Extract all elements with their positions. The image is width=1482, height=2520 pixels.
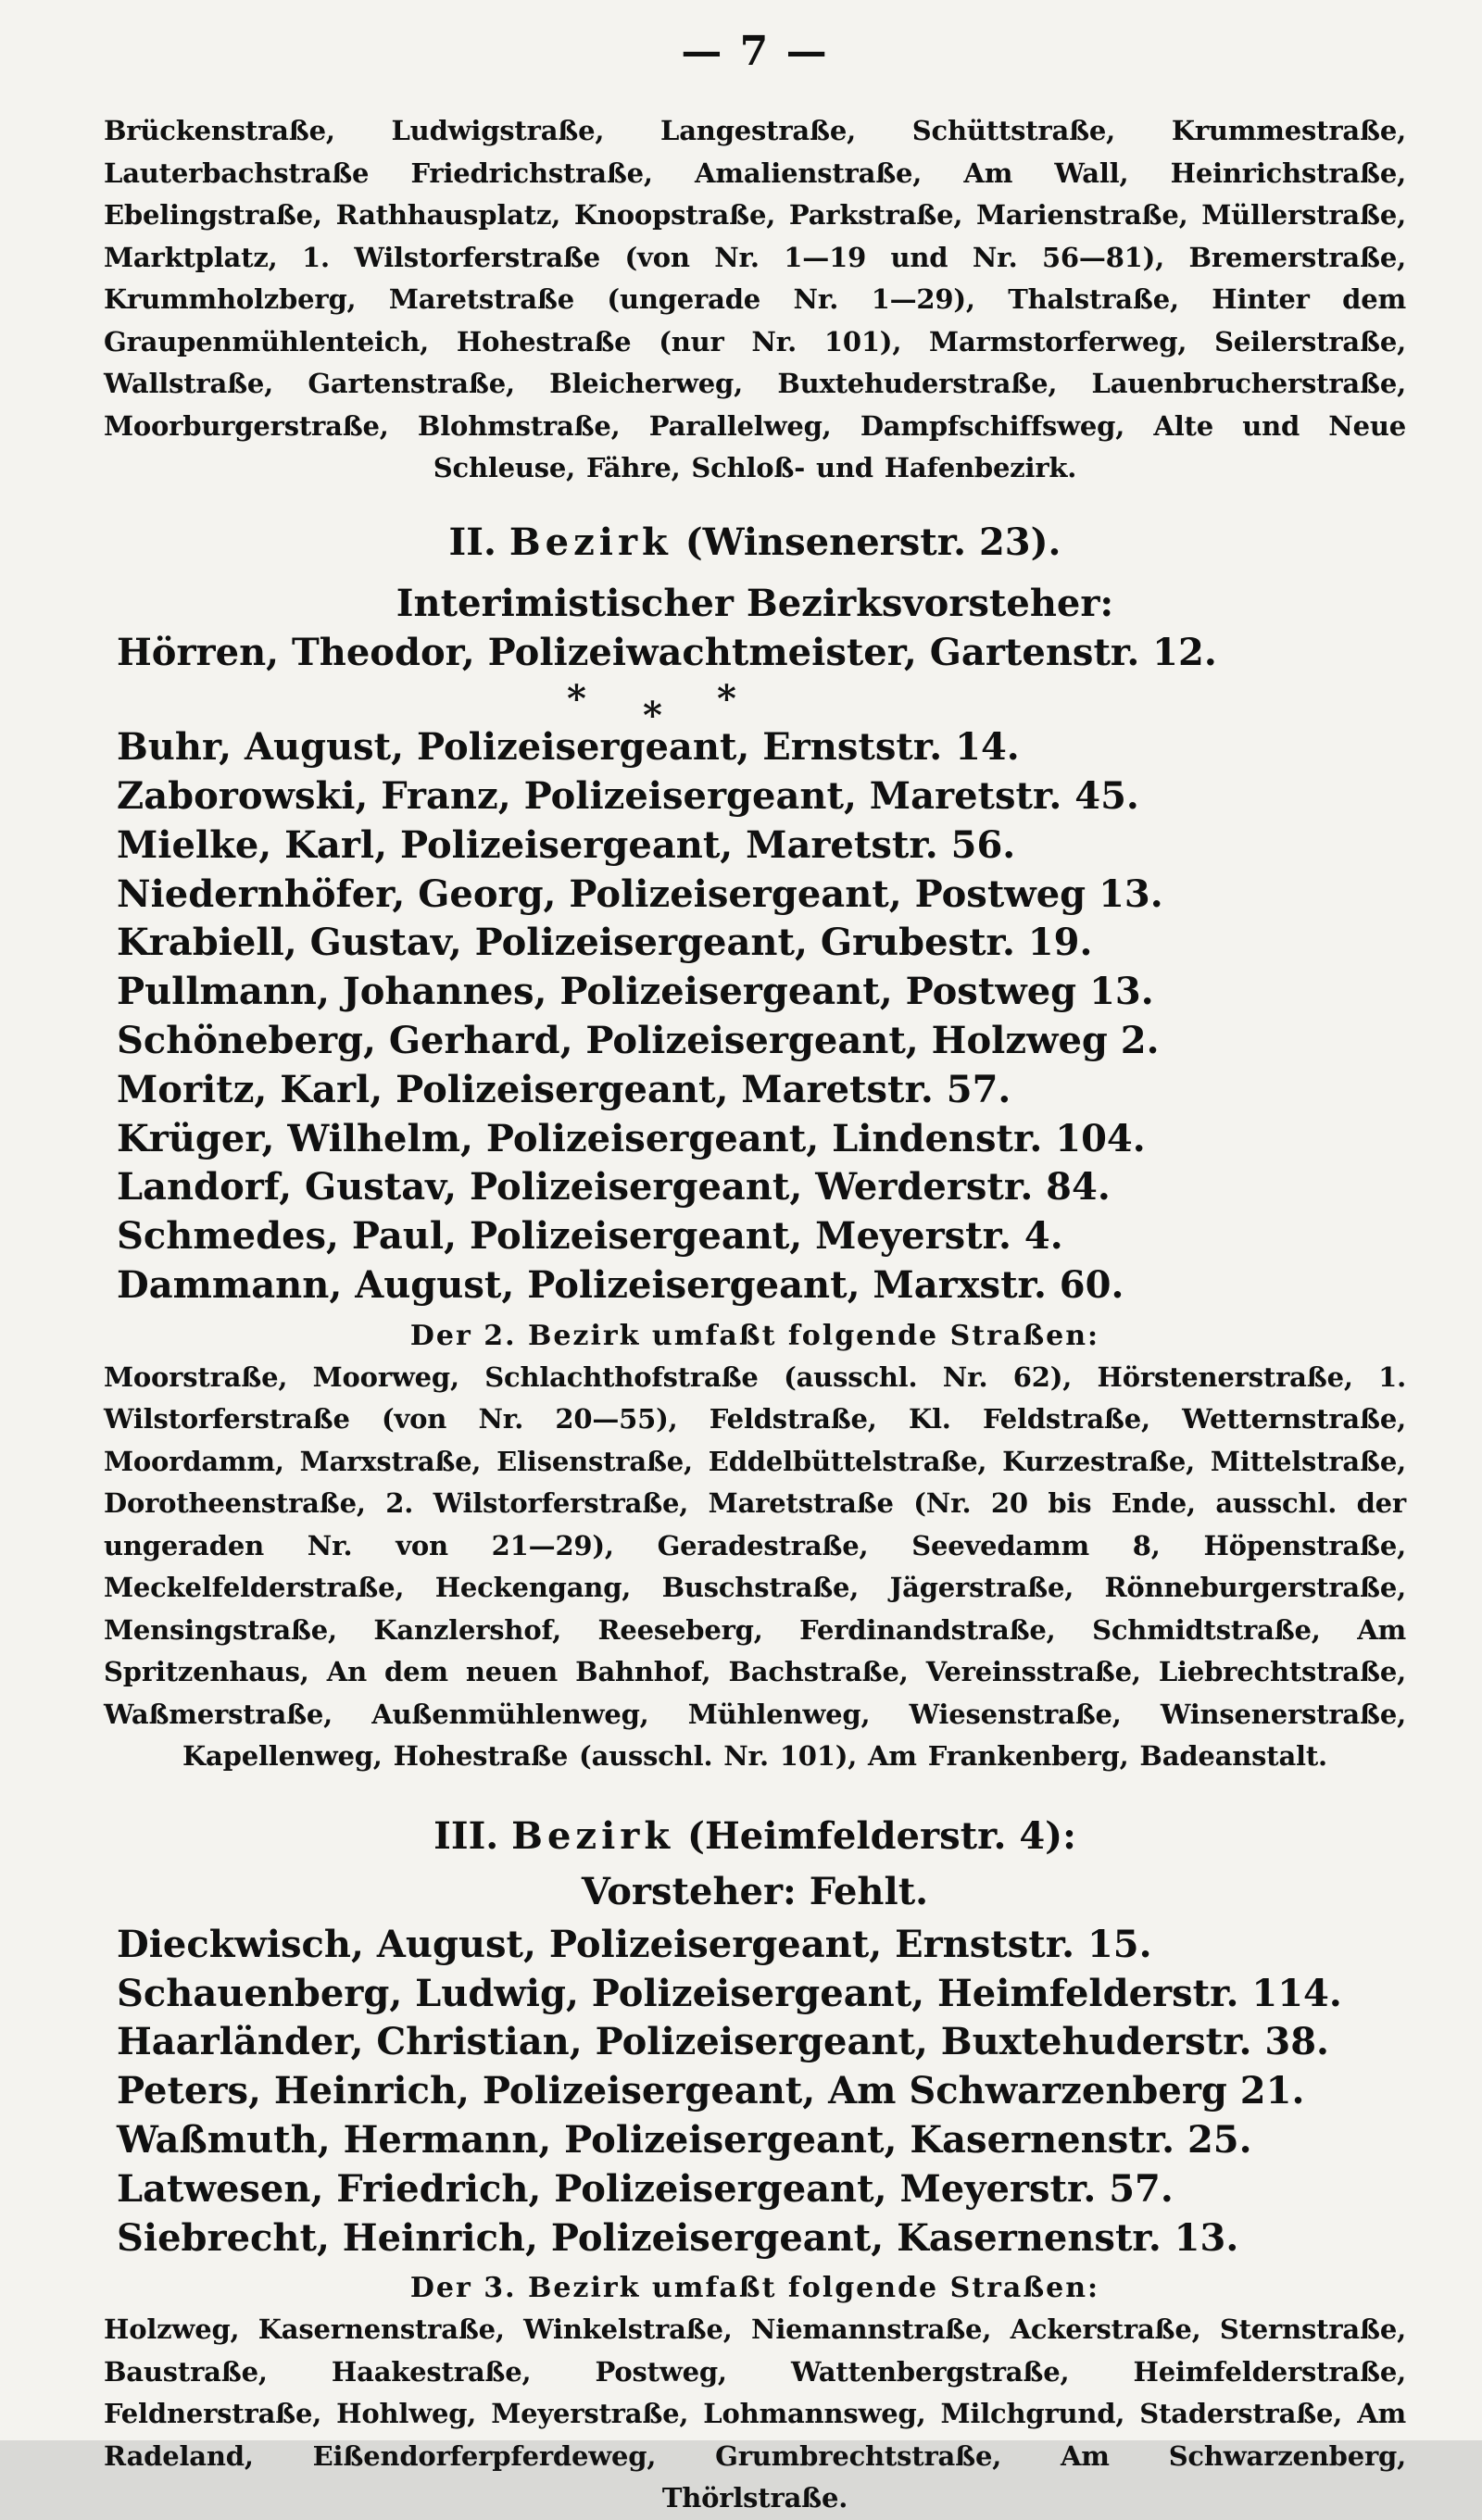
district2-word: Bezirk (509, 520, 672, 564)
district3-streets-intro: Der 3. Bezirk umfaßt folgende Straßen: (409, 2272, 1100, 2305)
star-middle: * (643, 694, 662, 738)
star-right: * (717, 677, 736, 721)
district2-heading (104, 518, 1406, 568)
district2-street-list: Moorstraße, Moorweg, Schlachthofstraße (ausschl. Nr. 62), Hörstenerstraße, 1. Wilstorferstraße (von Nr. 20—55), Feldstraße, Kl. Feldstraße, Wetternstraße, Moordamm, Marxstraße, Elisenstraße, Eddelbüttelstraße, Kurzestraße, Mittelstraße, Dorotheenstraße, 2. Wilstorferstraße, Maretstraße (Nr. 20 bis Ende, ausschl. der ungeraden Nr. von 21—29), Geradestraße, Seevedamm 8, Höpenstraße, Meckelfelderstraße, Heckengang, Buschstraße, Jägerstraße, Rönneburgerstraße, Mensingstraße, Kanzlershof, Reeseberg, Ferdinandstraße, Schmidtstraße, Am Spritzenhaus, An dem neuen Bahnhof, Bachstraße, Vereinsstraße, Liebrechtstraße, Waßmerstraße, Außenmühlenweg, Mühlenweg, Wiesenstraße, Winsenerstraße, Kapellenweg, Hohestraße (ausschl. Nr. 101), Am Frankenberg, Badeanstalt. (104, 1360, 1406, 1773)
district3-heading (104, 1812, 1406, 1862)
officer-entry: Waßmuth, Hermann, Polizeisergeant, Kasernenstr. 25. (117, 2118, 1252, 2163)
district3-street-list: Holzweg, Kasernenstraße, Winkelstraße, Niemannstraße, Ackerstraße, Sternstraße, Baustraße, Haakestraße, Postweg, Wattenbergstraße, Heimfelderstraße, Feldnerstraße, Hohlweg, Meyerstraße, Lohmannsweg, Milchgrund, Staderstraße, Am Radeland, Eißendorferpferdeweg, Grumbrechtstraße, Am Schwarzenberg, Thörlstraße. (104, 2313, 1406, 2514)
district2-head-title: Interimistischer Bezirksvorsteher: (396, 581, 1114, 625)
officer-entry: Dammann, August, Polizeisergeant, Marxstr. 60. (117, 1263, 1124, 1308)
district2-address: (Winsenerstr. 23). (684, 520, 1061, 564)
page-number: — 7 — (681, 28, 829, 75)
district3-officer-list (104, 1921, 1406, 2263)
district3-number: III. (433, 1813, 499, 1858)
district2-section (104, 518, 1406, 1778)
officer-entry: Latwesen, Friedrich, Polizeisergeant, Meyerstr. 57. (117, 2166, 1174, 2211)
star-left: * (567, 677, 586, 721)
officer-entry: Krüger, Wilhelm, Polizeisergeant, Lindenstr. 104. (117, 1116, 1146, 1160)
district3-word: Bezirk (511, 1813, 675, 1858)
officer-entry: Haarländer, Christian, Polizeisergeant, Buxtehuderstr. 38. (117, 2020, 1329, 2064)
officer-entry: Buhr, August, Polizeisergeant, Ernststr. 14. (117, 725, 1020, 770)
separator-stars (104, 677, 1406, 738)
officer-entry: Pullmann, Johannes, Polizeisergeant, Postweg 13. (117, 970, 1154, 1014)
officer-entry: Landorf, Gustav, Polizeisergeant, Werderstr. 84. (117, 1165, 1111, 1210)
officer-entry: Niedernhöfer, Georg, Polizeisergeant, Postweg 13. (117, 871, 1163, 916)
officer-entry: Dieckwisch, August, Polizeisergeant, Ernststr. 15. (117, 1922, 1152, 1966)
district2-streets-intro: Der 2. Bezirk umfaßt folgende Straßen: (409, 1319, 1100, 1352)
officer-entry: Moritz, Karl, Polizeisergeant, Maretstr. 57. (117, 1067, 1011, 1111)
officer-entry: Schöneberg, Gerhard, Polizeisergeant, Holzweg 2. (117, 1019, 1160, 1063)
officer-entry: Siebrecht, Heinrich, Polizeisergeant, Kasernenstr. 13. (117, 2215, 1239, 2260)
officer-entry: Mielke, Karl, Polizeisergeant, Maretstr. 56. (117, 822, 1016, 867)
officer-entry: Krabiell, Gustav, Polizeisergeant, Grubestr. 19. (117, 921, 1093, 965)
district3-section (104, 1812, 1406, 2520)
district2-officer-list (104, 723, 1406, 1310)
district2-number: II. (448, 520, 496, 564)
officer-entry: Peters, Heinrich, Polizeisergeant, Am Schwarzenberg 21. (117, 2069, 1305, 2113)
officer-entry: Zaborowski, Franz, Polizeisergeant, Maretstr. 45. (117, 774, 1139, 819)
officer-entry: Schmedes, Paul, Polizeisergeant, Meyerstr. 4. (117, 1214, 1063, 1259)
officer-entry: Schauenberg, Ludwig, Polizeisergeant, Heimfelderstr. 114. (117, 1971, 1342, 2015)
district2-head-officer: Hörren, Theodor, Polizeiwachtmeister, Gartenstr. 12. (117, 630, 1217, 674)
district3-address: (Heimfelderstr. 4): (687, 1813, 1076, 1858)
district3-head-line: Vorsteher: Fehlt. (581, 1869, 929, 1913)
district1-street-list: Brückenstraße, Ludwigstraße, Langestraße, Schüttstraße, Krummestraße, Lauterbachstraße Friedrichstraße, Amalienstraße, Am Wall, Heinrichstraße, Ebelingstraße, Rathhausplatz, Knoopstraße, Parkstraße, Marienstraße, Müllerstraße, Marktplatz, 1. Wilstorferstraße (von Nr. 1—19 und Nr. 56—81), Bremerstraße, Krummholzberg, Maretstraße (ungerade Nr. 1—29), Thalstraße, Hinter dem Graupenmühlenteich, Hohestraße (nur Nr. 101), Marmstorferweg, Seilerstraße, Wallstraße, Gartenstraße, Bleicherweg, Buxtehuderstraße, Lauenbrucherstraße, Moorburgerstraße, Blohmstraße, Parallelweg, Dampfschiffsweg, Alte und Neue Schleuse, Fähre, Schloß- und Hafenbezirk. (104, 115, 1406, 483)
